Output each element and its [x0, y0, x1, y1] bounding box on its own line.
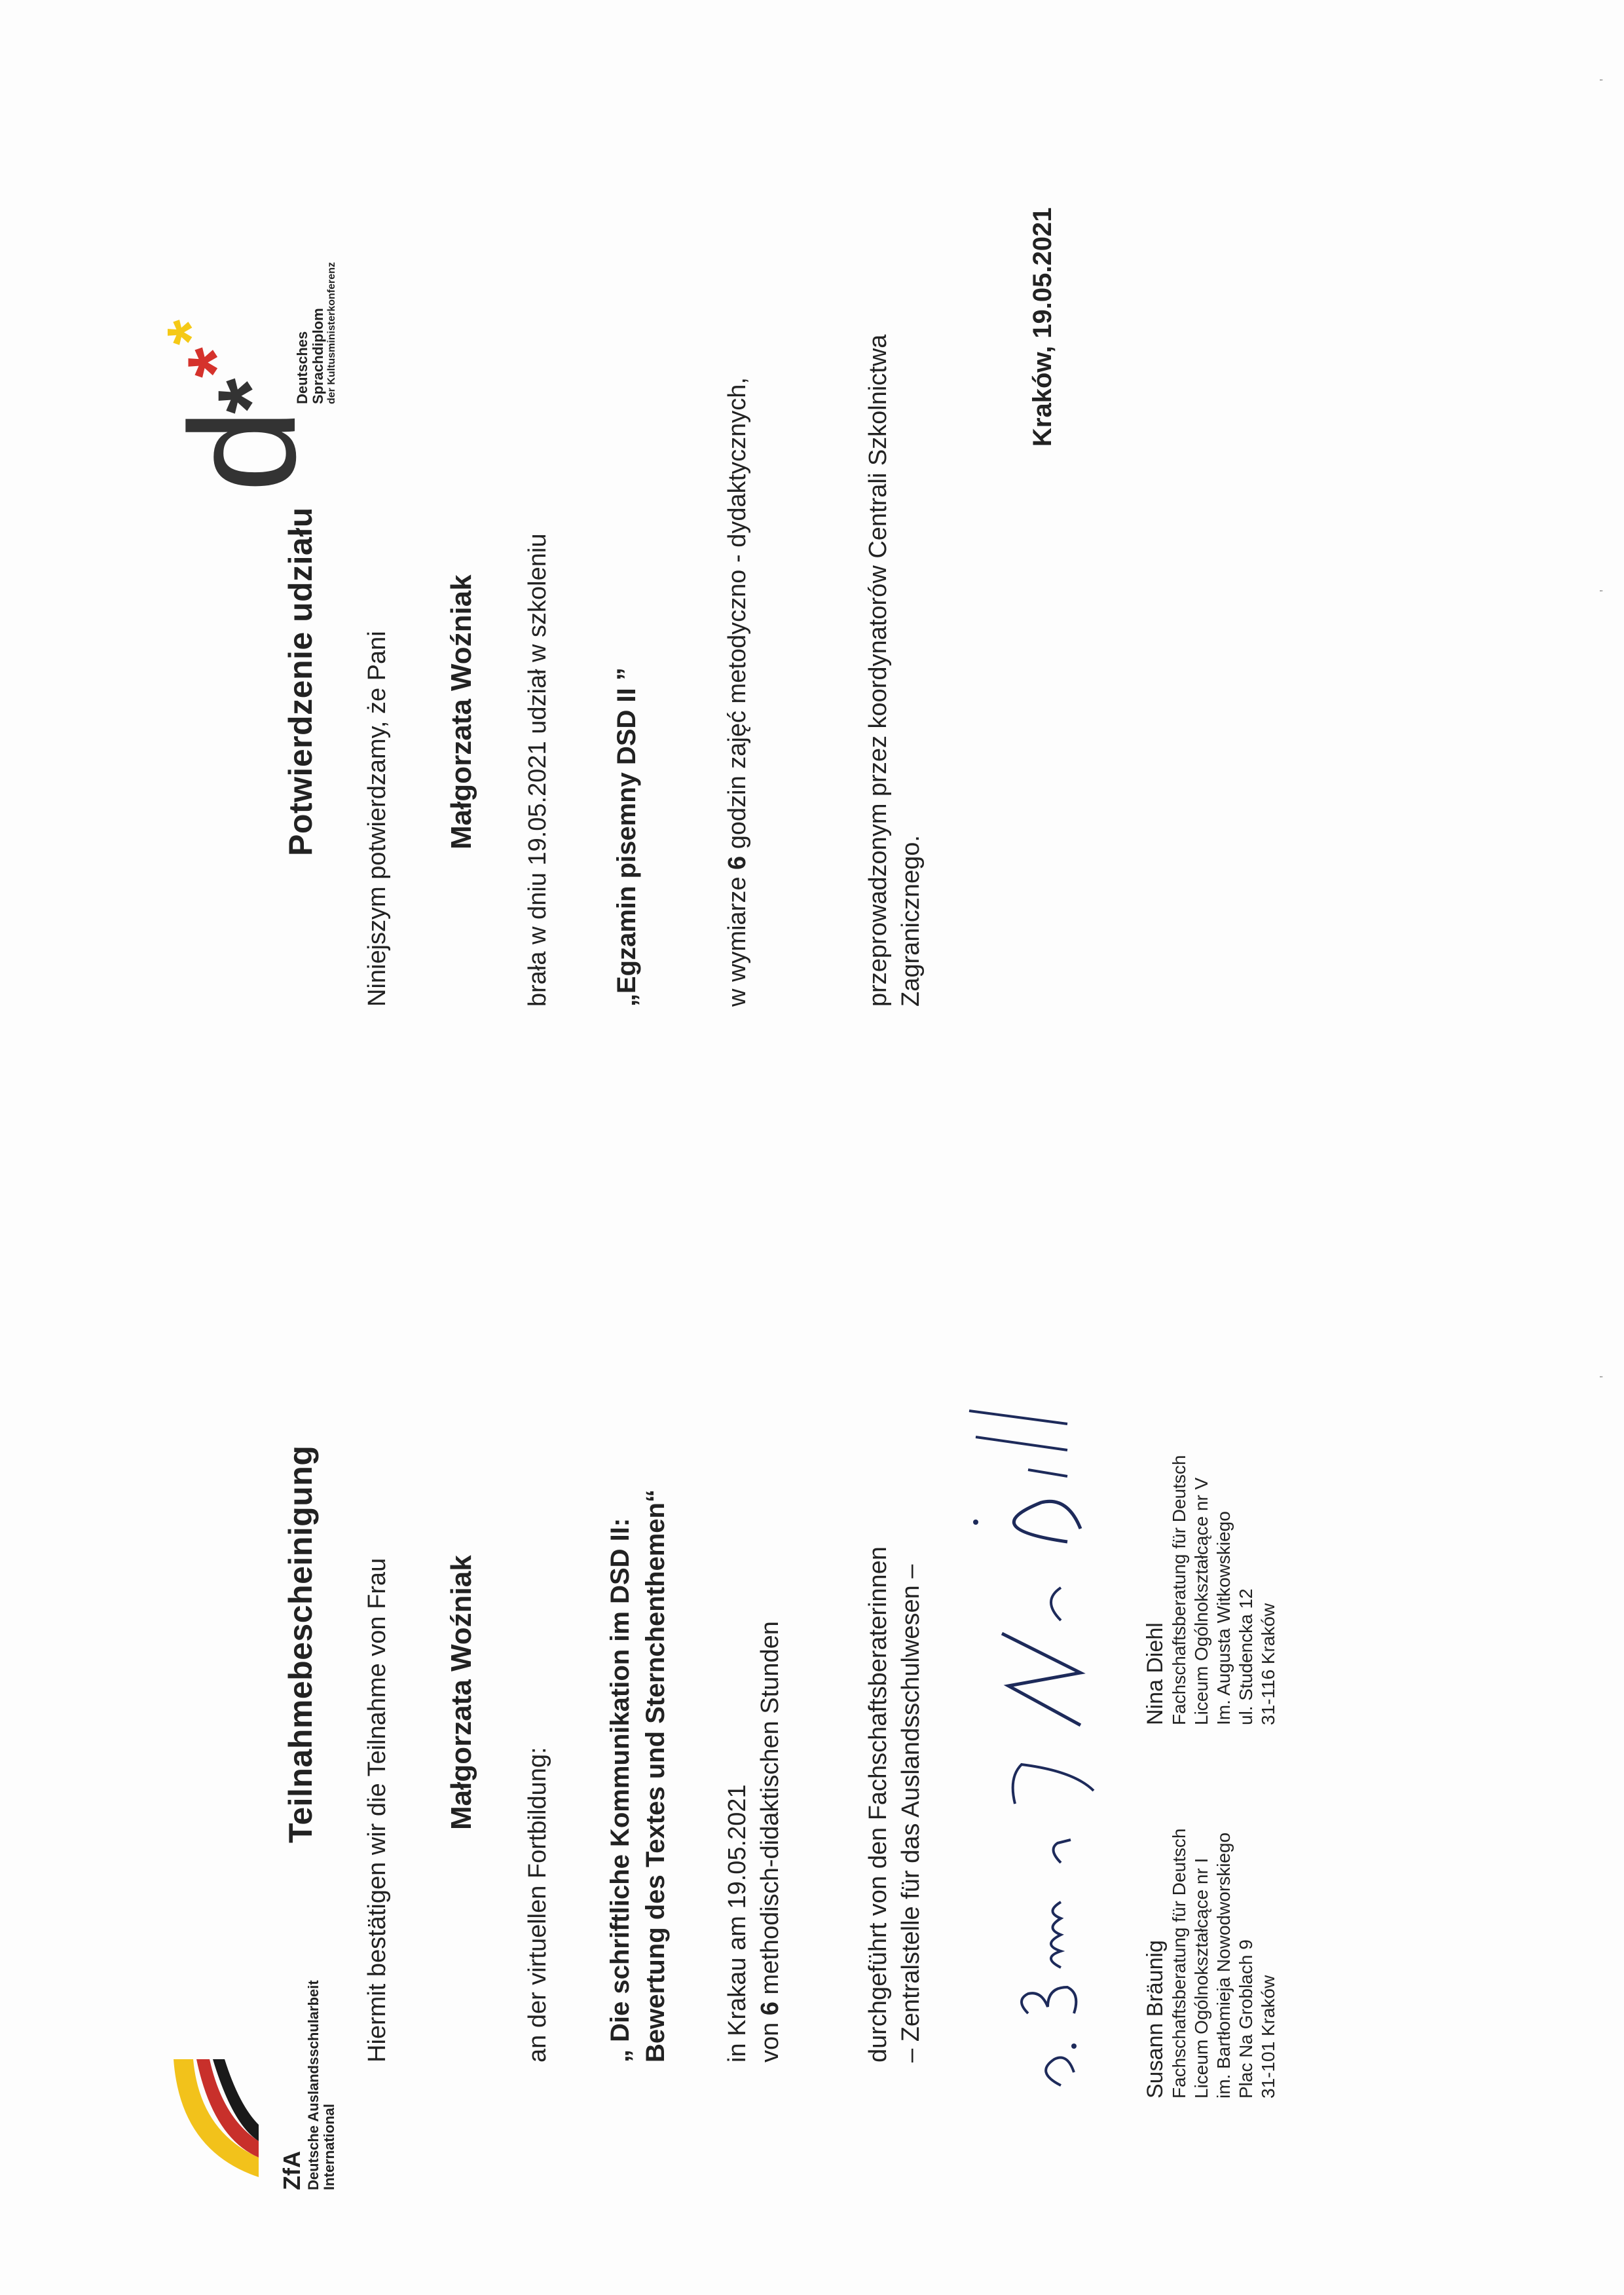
signer-2-line-5: 31-116 Kraków [1258, 1603, 1278, 1725]
course-title-pl: „Egzamin pisemny DSD II ” [612, 667, 641, 1007]
signer-1-line-5: 31-101 Kraków [1258, 1975, 1278, 2099]
signer-1-line-4: Plac Na Groblach 9 [1236, 1939, 1256, 2099]
page-title-pl: Potwierdzenie udziału [282, 507, 319, 856]
signer-block-1 [1143, 1829, 1280, 2099]
hours-prefix-de: von [756, 2015, 784, 2062]
svg-text:d: d [158, 409, 321, 493]
organizer-line-1-de: durchgeführt von den Fachschaftsberaterinnen [864, 1546, 892, 2062]
svg-text:*: * [198, 378, 301, 414]
participant-name-de: Małgorzata Woźniak [445, 1555, 477, 1830]
svg-text:*: * [172, 347, 259, 378]
dsd-line-3: der Kultusministerkonferenz [326, 262, 337, 404]
place-date-pl: Kraków, 19.05.2021 [1028, 207, 1057, 447]
signature-diehl [950, 1345, 1113, 1738]
signer-2-line-1: Fachschaftsberatung für Deutsch [1169, 1455, 1189, 1725]
hours-line-pl [724, 377, 752, 1007]
signer-1-line-1: Fachschaftsberatung für Deutsch [1169, 1828, 1189, 2099]
signer-1-line-3: im. Bartłomieja Nowodworskiego [1213, 1832, 1234, 2099]
hours-line-de [756, 1621, 784, 2062]
organizer-line-2-de: – Zentralstelle für das Auslandsschulwesen – [897, 1564, 925, 2062]
signer-name-1: Susann Bräunig [1143, 1940, 1168, 2099]
organizer-line-2-pl: Zagranicznego. [897, 835, 925, 1007]
zfa-line-1: Deutsche Auslandsschularbeit [305, 1980, 322, 2190]
dsd-line-2: Sprachdiplom [310, 308, 326, 404]
zfa-logo-mark [167, 2046, 272, 2190]
signer-1-line-2: Liceum Ogólnokształcące nr I [1191, 1857, 1211, 2099]
zfa-abbr: ZfA [278, 2151, 305, 2190]
hours-value-de: 6 [756, 2002, 784, 2016]
scan-mark-3: ' [1598, 79, 1612, 81]
scan-mark-1: ' [1598, 1375, 1612, 1378]
course-title-line-2: Bewertung des Textes und Sternchenthemen“ [641, 1489, 670, 2062]
intro-pl: Niniejszym potwierdzamy, że Pani [363, 631, 391, 1007]
scan-mark-2: ' [1598, 589, 1612, 592]
participant-name-pl: Małgorzata Woźniak [445, 574, 477, 849]
zfa-logo [167, 1980, 337, 2190]
intro-de: Hiermit bestätigen wir die Teilnahme von Frau [363, 1558, 391, 2062]
date-line-de: in Krakau am 19.05.2021 [724, 1784, 751, 2062]
zfa-line-2: International [321, 2103, 337, 2190]
page-title-de: Teilnahmebescheinigung [282, 1445, 319, 1843]
dsd-line-1: Deutsches [294, 331, 310, 404]
hours-suffix-pl: godzin zajęć metodyczno - dydaktycznych, [724, 377, 751, 856]
signer-block-2 [1143, 1455, 1280, 1725]
signature-braunig [982, 1732, 1100, 2099]
signer-2-line-3: Im. Augusta Witkowskiego [1213, 1511, 1234, 1725]
german-certificate [0, 1148, 1624, 2295]
hours-value-pl: 6 [724, 855, 751, 870]
hours-prefix-pl: w wymiarze [724, 869, 751, 1007]
event-intro-de: an der virtuellen Fortbildung: [524, 1747, 551, 2062]
hours-suffix-de: methodisch-didaktischen Stunden [756, 1621, 784, 2002]
signer-name-2: Nina Diehl [1143, 1622, 1168, 1725]
dsd-logo [151, 262, 337, 493]
signer-2-line-4: ul. Studencka 12 [1236, 1588, 1256, 1725]
organizer-line-1-pl: przeprowadzonym przez koordynatorów Centrali Szkolnictwa [864, 334, 892, 1007]
signer-2-line-2: Liceum Ogólnokształcące nr V [1191, 1477, 1211, 1725]
event-line-pl: brała w dniu 19.05.2021 udział w szkoleniu [524, 533, 551, 1007]
course-title-line-1: „ Die schriftliche Kommunikation im DSD II: [606, 1518, 635, 2062]
svg-text:*: * [154, 320, 227, 345]
